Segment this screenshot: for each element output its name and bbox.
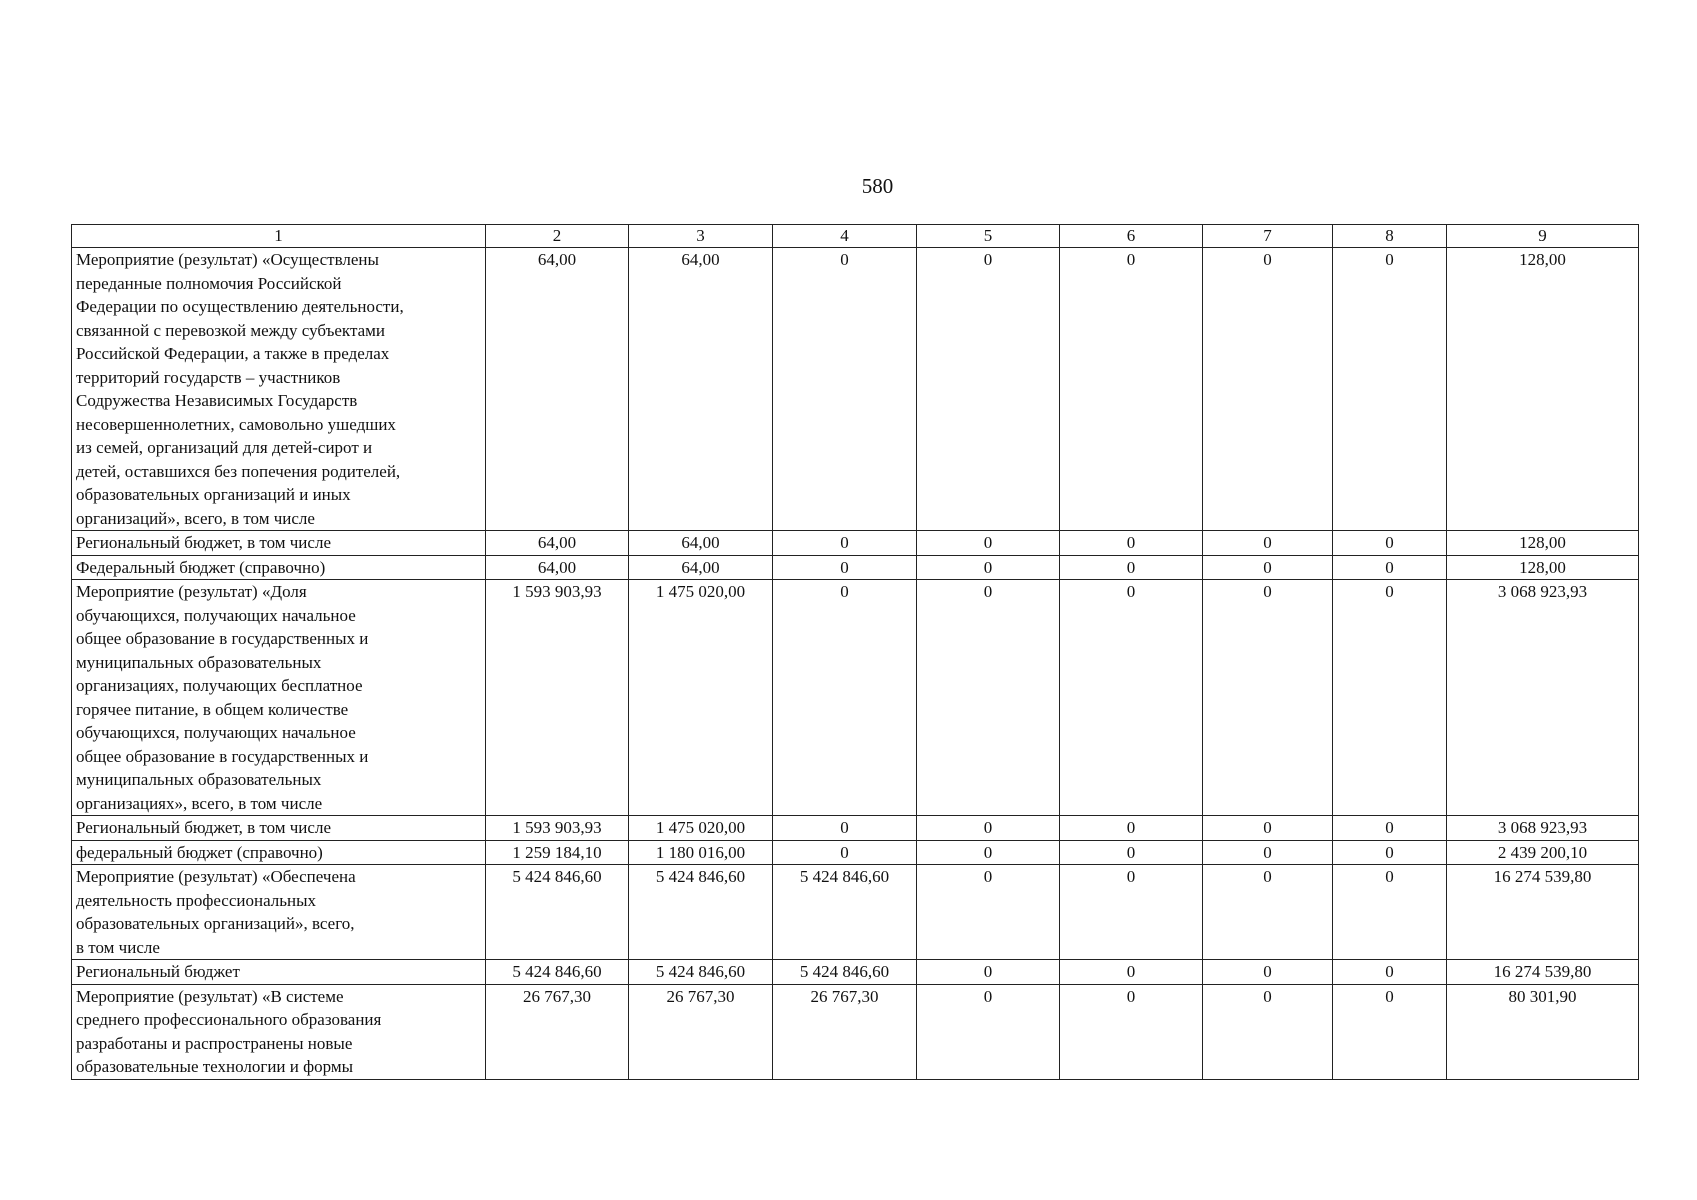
cell-col-2: 26 767,30: [486, 984, 629, 1079]
cell-col-8: 0: [1333, 960, 1447, 985]
cell-col-4: 5 424 846,60: [773, 865, 917, 960]
cell-col-7: 0: [1203, 580, 1333, 816]
description-line: образовательных организаций», всего,: [76, 914, 355, 933]
cell-col-2: 5 424 846,60: [486, 865, 629, 960]
description-line: Региональный бюджет: [76, 962, 240, 981]
cell-col-6: 0: [1060, 984, 1203, 1079]
cell-col-4: 0: [773, 840, 917, 865]
cell-col-7: 0: [1203, 984, 1333, 1079]
table-row: [72, 531, 1639, 556]
cell-col-2: 1 593 903,93: [486, 816, 629, 841]
cell-col-2: 64,00: [486, 248, 629, 531]
description-line: обучающихся, получающих начальное: [76, 605, 356, 625]
cell-col-3: 64,00: [629, 248, 773, 531]
cell-col-8: 0: [1333, 840, 1447, 865]
cell-col-3: 64,00: [629, 555, 773, 580]
cell-col-6: 0: [1060, 248, 1203, 531]
description-line: образовательных организаций и иных: [76, 485, 351, 504]
cell-col-5: 0: [917, 248, 1060, 531]
description-line: горячее питание, в общем количестве: [76, 699, 349, 719]
description-line: разработаны и распространены новые: [76, 1033, 353, 1053]
cell-col-5: 0: [917, 960, 1060, 985]
description-line: переданные полномочия Российской: [76, 273, 342, 293]
row-description: [72, 984, 486, 1079]
cell-col-5: 0: [917, 580, 1060, 816]
cell-col-4: 5 424 846,60: [773, 960, 917, 985]
cell-col-3: 26 767,30: [629, 984, 773, 1079]
cell-col-8: 0: [1333, 580, 1447, 816]
cell-col-9: 3 068 923,93: [1447, 816, 1639, 841]
row-description: [72, 816, 486, 841]
header-row: [72, 225, 1639, 248]
table-row: [72, 816, 1639, 841]
row-description: [72, 555, 486, 580]
row-description: [72, 840, 486, 865]
column-header-7: 7: [1203, 225, 1333, 248]
description-line: территорий государств – участников: [76, 367, 341, 387]
cell-col-5: 0: [917, 840, 1060, 865]
cell-col-9: 128,00: [1447, 248, 1639, 531]
cell-col-9: 2 439 200,10: [1447, 840, 1639, 865]
cell-col-2: 1 593 903,93: [486, 580, 629, 816]
cell-col-7: 0: [1203, 555, 1333, 580]
column-header-1: 1: [72, 225, 486, 248]
cell-col-5: 0: [917, 555, 1060, 580]
description-line: среднего профессионального образования: [76, 1010, 382, 1029]
cell-col-3: 64,00: [629, 531, 773, 556]
description-line: организациях», всего, в том числе: [76, 793, 323, 813]
row-description: [72, 531, 486, 556]
description-line: организаций», всего, в том числе: [76, 508, 315, 528]
cell-col-8: 0: [1333, 531, 1447, 556]
cell-col-5: 0: [917, 984, 1060, 1079]
cell-col-4: 26 767,30: [773, 984, 917, 1079]
row-description: [72, 580, 486, 816]
cell-col-6: 0: [1060, 580, 1203, 816]
description-line: Мероприятие (результат) «Доля: [76, 582, 307, 601]
description-line: Региональный бюджет, в том числе: [76, 818, 331, 837]
description-line: Мероприятие (результат) «Осуществлены: [76, 250, 379, 269]
cell-col-2: 5 424 846,60: [486, 960, 629, 985]
description-line: детей, оставшихся без попечения родителей,: [76, 461, 401, 481]
column-header-3: 3: [629, 225, 773, 248]
row-description: [72, 248, 486, 531]
table-row: [72, 840, 1639, 865]
cell-col-2: 64,00: [486, 555, 629, 580]
cell-col-7: 0: [1203, 960, 1333, 985]
cell-col-8: 0: [1333, 248, 1447, 531]
description-line: организациях, получающих бесплатное: [76, 676, 363, 695]
cell-col-7: 0: [1203, 531, 1333, 556]
table-row: [72, 248, 1639, 531]
description-line: общее образование в государственных и: [76, 629, 369, 648]
cell-col-6: 0: [1060, 555, 1203, 580]
cell-col-6: 0: [1060, 865, 1203, 960]
column-header-8: 8: [1333, 225, 1447, 248]
page-number: 580: [861, 174, 894, 198]
description-line: несовершеннолетних, самовольно ушедших: [76, 414, 396, 434]
description-line: муниципальных образовательных: [76, 652, 322, 672]
cell-col-4: 0: [773, 816, 917, 841]
cell-col-9: 16 274 539,80: [1447, 865, 1639, 960]
cell-col-9: 80 301,90: [1447, 984, 1639, 1079]
cell-col-8: 0: [1333, 984, 1447, 1079]
cell-col-8: 0: [1333, 555, 1447, 580]
description-line: из семей, организаций для детей-сирот и: [76, 438, 373, 457]
cell-col-3: 5 424 846,60: [629, 960, 773, 985]
cell-col-2: 1 259 184,10: [486, 840, 629, 865]
cell-col-5: 0: [917, 865, 1060, 960]
description-line: деятельность профессиональных: [76, 890, 317, 910]
description-line: Российской Федерации, а также в пределах: [76, 344, 390, 363]
cell-col-9: 3 068 923,93: [1447, 580, 1639, 816]
column-header-4: 4: [773, 225, 917, 248]
description-line: федеральный бюджет (справочно): [76, 842, 323, 862]
description-line: Региональный бюджет, в том числе: [76, 533, 331, 552]
cell-col-2: 64,00: [486, 531, 629, 556]
column-header-5: 5: [917, 225, 1060, 248]
description-line: Мероприятие (результат) «В системе: [76, 986, 344, 1006]
table-row: [72, 580, 1639, 816]
cell-col-6: 0: [1060, 816, 1203, 841]
column-header-6: 6: [1060, 225, 1203, 248]
cell-col-6: 0: [1060, 840, 1203, 865]
budget-table: [71, 224, 1639, 1080]
description-line: муниципальных образовательных: [76, 770, 322, 789]
description-line: общее образование в государственных и: [76, 746, 369, 766]
cell-col-3: 5 424 846,60: [629, 865, 773, 960]
cell-col-8: 0: [1333, 865, 1447, 960]
cell-col-5: 0: [917, 531, 1060, 556]
cell-col-6: 0: [1060, 531, 1203, 556]
cell-col-5: 0: [917, 816, 1060, 841]
cell-col-7: 0: [1203, 865, 1333, 960]
description-line: Федеральный бюджет (справочно): [76, 557, 326, 577]
cell-col-9: 128,00: [1447, 555, 1639, 580]
cell-col-7: 0: [1203, 816, 1333, 841]
cell-col-4: 0: [773, 555, 917, 580]
cell-col-3: 1 475 020,00: [629, 816, 773, 841]
description-line: Содружества Независимых Государств: [76, 391, 358, 410]
cell-col-4: 0: [773, 580, 917, 816]
cell-col-7: 0: [1203, 840, 1333, 865]
row-description: [72, 960, 486, 985]
cell-col-7: 0: [1203, 248, 1333, 531]
cell-col-3: 1 475 020,00: [629, 580, 773, 816]
table-row: [72, 960, 1639, 985]
cell-col-6: 0: [1060, 960, 1203, 985]
cell-col-9: 16 274 539,80: [1447, 960, 1639, 985]
column-header-9: 9: [1447, 225, 1639, 248]
description-line: образовательные технологии и формы: [76, 1057, 354, 1076]
description-line: связанной с перевозкой между субъектами: [76, 320, 386, 340]
column-header-2: 2: [486, 225, 629, 248]
row-description: [72, 865, 486, 960]
cell-col-3: 1 180 016,00: [629, 840, 773, 865]
cell-col-4: 0: [773, 248, 917, 531]
cell-col-8: 0: [1333, 816, 1447, 841]
table-row: [72, 865, 1639, 960]
table-row: [72, 984, 1639, 1079]
cell-col-9: 128,00: [1447, 531, 1639, 556]
description-line: Мероприятие (результат) «Обеспечена: [76, 867, 356, 886]
description-line: Федерации по осуществлению деятельности,: [76, 297, 404, 316]
cell-col-4: 0: [773, 531, 917, 556]
description-line: в том числе: [76, 937, 160, 957]
description-line: обучающихся, получающих начальное: [76, 723, 356, 742]
table-row: [72, 555, 1639, 580]
